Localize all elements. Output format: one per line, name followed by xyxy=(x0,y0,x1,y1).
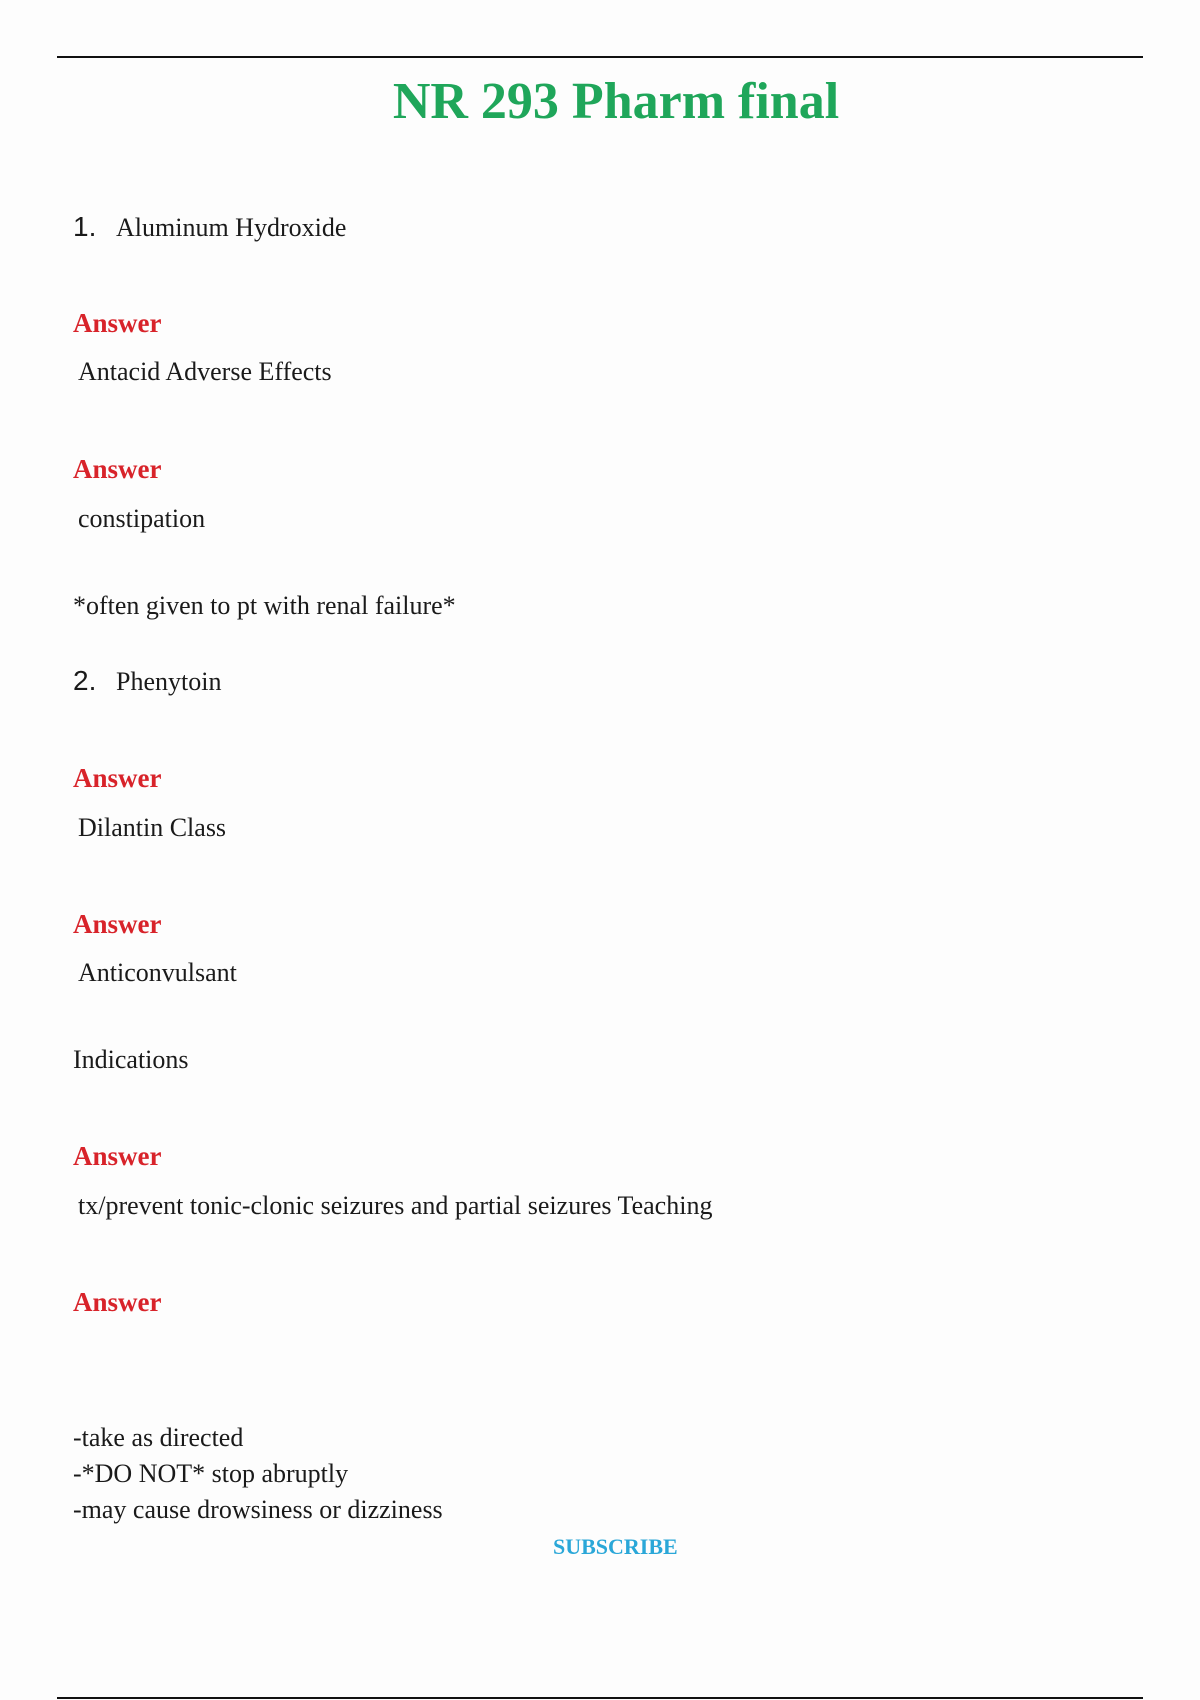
subscribe-link[interactable]: SUBSCRIBE xyxy=(553,1534,678,1559)
bottom-rule xyxy=(57,1697,1143,1699)
question-number: 2. xyxy=(73,665,97,696)
answer-label: Answer xyxy=(73,909,162,939)
question-2 xyxy=(73,665,221,698)
note-text: Indications xyxy=(73,1045,189,1074)
answer-label: Answer xyxy=(73,1287,162,1317)
teaching-line: -take as directed xyxy=(73,1423,244,1452)
note-text: *often given to pt with renal failure* xyxy=(73,591,456,620)
answer-label: Answer xyxy=(73,763,162,793)
top-rule xyxy=(57,56,1143,58)
document-title: NR 293 Pharm final xyxy=(392,73,840,130)
answer-text: tx/prevent tonic-clonic seizures and partial seizures Teaching xyxy=(78,1191,713,1220)
question-number: 1. xyxy=(73,211,97,242)
answer-text: Dilantin Class xyxy=(78,813,227,842)
question-term: Aluminum Hydroxide xyxy=(116,213,347,242)
answer-text: Anticonvulsant xyxy=(78,958,237,987)
question-term: Phenytoin xyxy=(116,667,222,696)
answer-label: Answer xyxy=(73,454,162,484)
answer-label: Answer xyxy=(73,308,162,338)
question-1 xyxy=(73,211,346,244)
answer-text: Antacid Adverse Effects xyxy=(78,357,332,386)
teaching-line: -*DO NOT* stop abruptly xyxy=(73,1459,349,1488)
teaching-line: -may cause drowsiness or dizziness xyxy=(73,1495,443,1524)
answer-label: Answer xyxy=(73,1141,162,1171)
answer-text: constipation xyxy=(78,504,206,533)
